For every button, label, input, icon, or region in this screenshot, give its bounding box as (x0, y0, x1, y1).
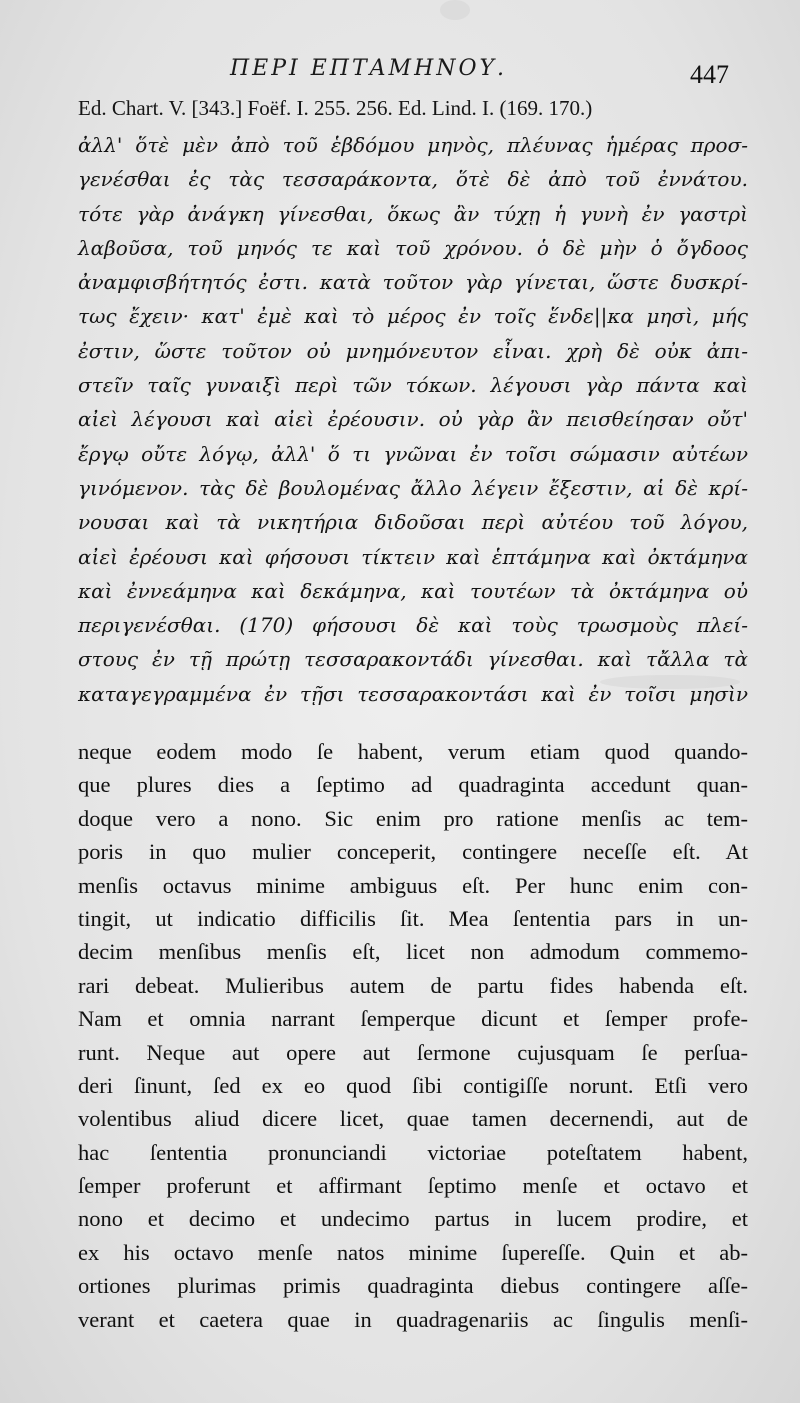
latin-text-line: volentibus aliud dicere licet, quae tamen decernendi, aut de (78, 1106, 748, 1132)
greek-text-line: αἰεὶ λέγουσι καὶ αἰεὶ ἐρέουσιν. οὐ γὰρ ἂν πεισθείησαν οὔτ' (78, 407, 748, 432)
greek-text-block (78, 128, 748, 711)
greek-text-line: καταγεγραμμένα ἐν τῇσι τεσσαρακοντάσι καὶ ἐν τοῖσι μησὶν (78, 681, 748, 706)
greek-text-line: ἔργῳ οὔτε λόγῳ, ἀλλ' ὅ τι γνῶναι ἐν τοῖσι σώμασιν αὐτέων (78, 441, 748, 466)
greek-text-line: λαβοῦσα, τοῦ μηνός τε καὶ τοῦ χρόνου. ὁ δὲ μὴν ὁ ὄγδοος (78, 235, 748, 260)
greek-text-line: ἐστιν, ὥστε τοῦτον οὐ μνημόνευτον εἶναι. χρὴ δὲ οὐκ ἀπι- (78, 338, 748, 363)
latin-text-line: hac ſententia pronunciandi victoriae poteſtatem habent, (78, 1139, 748, 1165)
latin-text-line: nono et decimo et undecimo partus in lucem prodire, et (78, 1206, 748, 1232)
latin-text-line: ex his octavo menſe natos minime ſupereſſe. Quin et ab- (78, 1239, 748, 1265)
latin-text-line: verant et caetera quae in quadragenariis ac ſingulis menſi- (78, 1306, 748, 1332)
latin-text-line: decim menſibus menſis eſt, licet non admodum commemo- (78, 939, 748, 965)
latin-text-line: deri ſinunt, ſed ex eo quod ſibi contigiſſe norunt. Etſi vero (78, 1072, 748, 1098)
greek-text-line: ἀναμφισβήτητός ἐστι. κατὰ τοῦτον γὰρ γίνεται, ὥστε δυσκρί- (78, 270, 748, 295)
page-header (0, 56, 800, 92)
greek-text-line: στους ἐν τῇ πρώτῃ τεσσαρακοντάδι γίνεσθαι. καὶ τἄλλα τὰ (78, 647, 748, 672)
greek-text-line: γινόμενον. τὰς δὲ βουλομένας ἄλλο λέγειν ἔξεστιν, αἱ δὲ κρί- (78, 475, 748, 500)
latin-text-line: ſemper proferunt et affirmant ſeptimo menſe et octavo et (78, 1173, 748, 1199)
latin-text-line: neque eodem modo ſe habent, verum etiam quod quando- (78, 739, 748, 764)
greek-text-line: αἰεὶ ἐρέουσι καὶ φήσουσι τίκτειν καὶ ἑπτάμηνα καὶ ὀκτάμηνα (78, 544, 748, 569)
latin-text-line: ortiones plurimas primis quadraginta diebus contingere aſſe- (78, 1273, 748, 1299)
greek-text-line: στεῖν ταῖς γυναιξὶ περὶ τῶν τόκων. λέγουσι γὰρ πάντα καὶ (78, 373, 748, 398)
paper-stain (440, 0, 470, 20)
latin-text-line: menſis octavus minime ambiguus eſt. Per hunc enim con- (78, 872, 748, 898)
latin-text-line: tingit, ut indicatio difficilis ſit. Mea ſententia pars in un- (78, 905, 748, 931)
page-number: 447 (690, 60, 729, 89)
greek-text-line: τως ἔχειν· κατ' ἐμὲ καὶ τὸ μέρος ἐν τοῖς ἕνδε||κα μησὶ, μής (78, 304, 748, 329)
greek-text-line: καὶ ἐννεάμηνα καὶ δεκάμηνα, καὶ τουτέων τὰ ὀκτάμηνα οὐ (78, 578, 748, 603)
greek-text-line: ἀλλ' ὅτὲ μὲν ἀπὸ τοῦ ἑβδόμου μηνὸς, πλέυνας ἡμέρας προσ- (78, 133, 748, 157)
latin-text-line: rari debeat. Mulieribus autem de partu fides habenda eſt. (78, 972, 748, 998)
latin-text-line: que plures dies a ſeptimo ad quadraginta accedunt quan- (78, 772, 748, 798)
latin-text-line: runt. Neque aut opere aut ſermone cujusquam ſe perſua- (78, 1039, 748, 1065)
greek-text-line: νουσαι καὶ τὰ νικητήρια διδοῦσαι περὶ αὐτέου τοῦ λόγου, (78, 510, 748, 535)
greek-text-line: περιγενέσθαι. (170) φήσουσι δὲ καὶ τοὺς τρωσμοὺς πλεί- (78, 613, 748, 638)
running-head: ΠΕΡΙ ΕΠΤΑΜΗΝΟΥ. (230, 56, 508, 81)
latin-text-block (78, 735, 748, 1336)
latin-text-line: poris in quo mulier conceperit, contingere neceſſe eſt. At (78, 839, 748, 865)
latin-text-line: doque vero a nono. Sic enim pro ratione menſis ac tem- (78, 805, 748, 831)
greek-text-line: γενέσθαι ἐς τὰς τεσσαράκοντα, ὅτὲ δὲ ἀπὸ τοῦ ἐννάτου. (78, 167, 748, 192)
latin-text-line: Nam et omnia narrant ſemperque dicunt et ſemper profe- (78, 1006, 748, 1032)
greek-text-line: τότε γὰρ ἀνάγκη γίνεσθαι, ὅκως ἂν τύχῃ ἡ γυνὴ ἐν γαστρὶ (78, 201, 748, 226)
edition-reference-line: Ed. Chart. V. [343.] Foëf. I. 255. 256. Ed. Lind. I. (169. 170.) (78, 96, 593, 120)
